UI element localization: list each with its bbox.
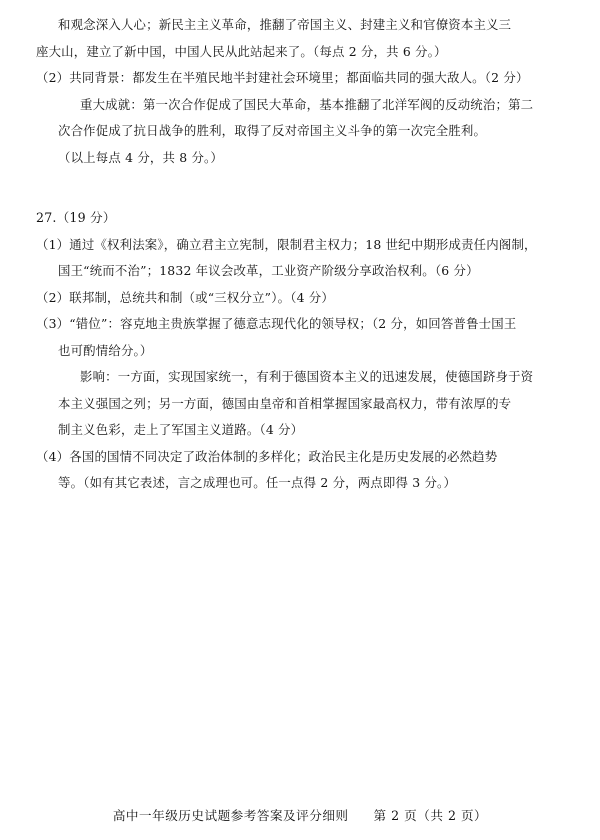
paragraph: （以上每点 4 分，共 8 分。） <box>58 149 224 165</box>
paragraph: 重大成就：第一次合作促成了国民大革命，基本推翻了北洋军阀的反动统治；第二 <box>80 96 534 112</box>
question-number: 27.（19 分） <box>36 210 116 225</box>
paragraph: （2）共同背景：都发生在半殖民地半封建社会环境里；都面临共同的强大敌人。（2 分） <box>36 70 529 85</box>
paragraph: 和观念深入人心；新民主主义革命，推翻了帝国主义、封建主义和官僚资本主义三 <box>58 17 512 32</box>
footer-title: 高中一年级历史试题参考答案及评分细则 <box>112 808 349 823</box>
page-footer <box>0 805 600 824</box>
paragraph: （4）各国的国情不同决定了政治体制的多样化；政治民主化是历史发展的必然趋势 <box>36 448 498 464</box>
section-spacer <box>36 171 564 205</box>
footer-page-number: 第 2 页（共 2 页） <box>373 808 488 823</box>
paragraph: 次合作促成了抗日战争的胜利，取得了反对帝国主义斗争的第一次完全胜利。 <box>58 123 487 138</box>
paragraph: 等。（如有其它表述，言之成理也可。任一点得 2 分，两点即得 3 分。） <box>58 475 457 490</box>
answer-block-26 <box>36 12 564 171</box>
paragraph: 本主义强国之列；另一方面，德国由皇帝和首相掌握国家最高权力，带有浓厚的专 <box>58 395 512 411</box>
page-blank-space <box>36 497 564 707</box>
answer-block-27 <box>36 205 564 497</box>
paragraph: （2）联邦制，总统共和制（或“三权分立”）。（4 分） <box>36 289 334 305</box>
paragraph: 影响：一方面，实现国家统一，有利于德国资本主义的迅速发展，使德国跻身于资 <box>80 369 534 384</box>
paragraph: （3）“错位”：容克地主贵族掌握了德意志现代化的领导权；（2 分，如回答普鲁士国王 <box>36 316 517 331</box>
paragraph: 也可酌情给分。） <box>58 342 153 358</box>
paragraph: （1）通过《权利法案》，确立君主立宪制，限制君主权力；18 世纪中期形成责任内阁制， <box>36 236 537 252</box>
paragraph: 制主义色彩，走上了军国主义道路。（4 分） <box>58 422 304 437</box>
paragraph: 座大山，建立了新中国，中国人民从此站起来了。（每点 2 分，共 6 分。） <box>36 43 447 59</box>
paragraph: 国王“统而不治”；1832 年议会改革，工业资产阶级分享政治权利。（6 分） <box>58 263 479 278</box>
